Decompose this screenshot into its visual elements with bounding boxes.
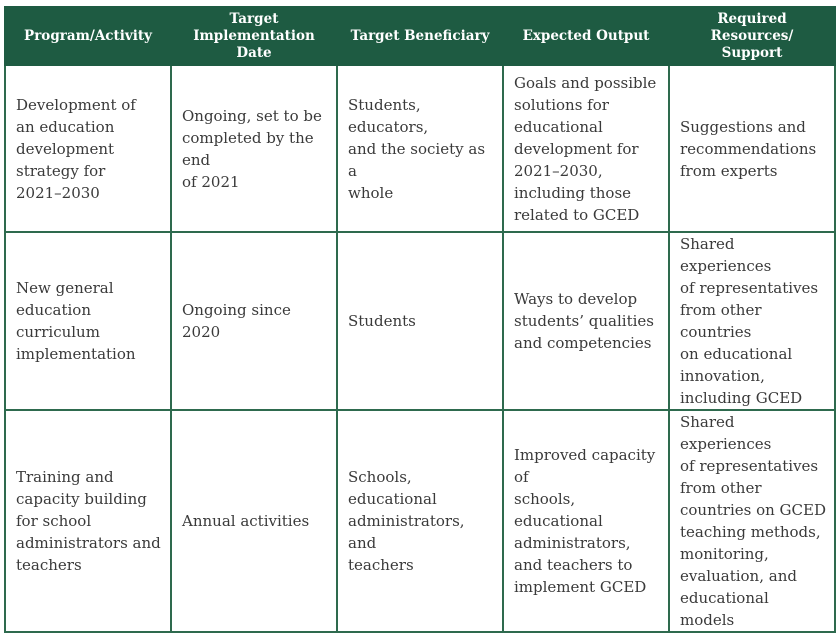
header-target-implementation-date: Target Implementation Date xyxy=(171,7,337,65)
table-row xyxy=(5,410,835,632)
program-table-container xyxy=(4,6,834,633)
cell-required-resources: Shared experiences of representatives from other countries on GCED teaching methods, monitoring, evaluation, and educational models xyxy=(669,410,835,632)
header-program-activity: Program/Activity xyxy=(5,7,171,65)
cell-target-beneficiary: Students xyxy=(337,232,503,410)
header-required-resources: Required Resources/ Support xyxy=(669,7,835,65)
cell-expected-output: Ways to develop students’ qualities and competencies xyxy=(503,232,669,410)
cell-expected-output: Improved capacity of schools, educational administrators, and teachers to implement GCED xyxy=(503,410,669,632)
program-activity-table xyxy=(4,6,836,633)
table-row xyxy=(5,232,835,410)
table-row xyxy=(5,65,835,232)
cell-program-activity: Training and capacity building for school administrators and teachers xyxy=(5,410,171,632)
header-target-beneficiary: Target Beneficiary xyxy=(337,7,503,65)
cell-expected-output: Goals and possible solutions for educational development for 2021–2030, including those related to GCED xyxy=(503,65,669,232)
cell-target-beneficiary: Students, educators, and the society as a whole xyxy=(337,65,503,232)
cell-target-beneficiary: Schools, educational administrators, and teachers xyxy=(337,410,503,632)
cell-program-activity: New general education curriculum implementation xyxy=(5,232,171,410)
cell-target-implementation-date: Ongoing since 2020 xyxy=(171,232,337,410)
cell-target-implementation-date: Ongoing, set to be completed by the end of 2021 xyxy=(171,65,337,232)
cell-program-activity: Development of an education development strategy for 2021–2030 xyxy=(5,65,171,232)
cell-required-resources: Suggestions and recommendations from experts xyxy=(669,65,835,232)
cell-target-implementation-date: Annual activities xyxy=(171,410,337,632)
table-header-row xyxy=(5,7,835,65)
cell-required-resources: Shared experiences of representatives from other countries on educational innovation, including GCED xyxy=(669,232,835,410)
header-expected-output: Expected Output xyxy=(503,7,669,65)
